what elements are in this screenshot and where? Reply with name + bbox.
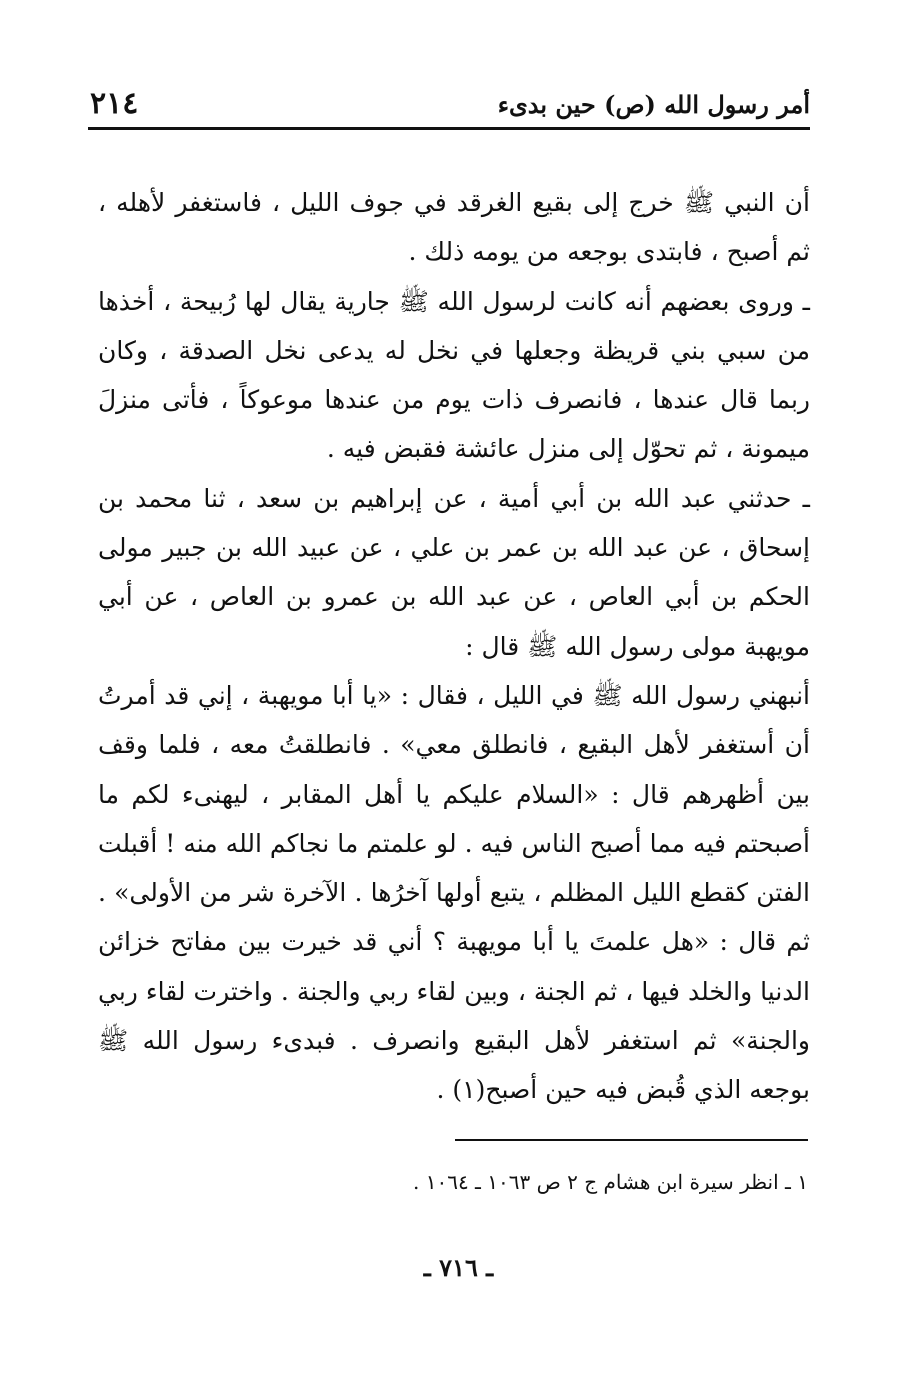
paragraph: أن النبي ﷺ خرج إلى بقيع الغرقد في جوف الليل ، فاستغفر لأهله ، ثم أصبح ، فابتدى بوجعه من يومه ذلك . [98,188,810,267]
header-page-number: ٢١٤ [90,86,139,121]
body-text [98,178,810,1115]
paragraph: ـ حدثني عبد الله بن أبي أمية ، عن إبراهيم بن سعد ، ثنا محمد بن إسحاق ، عن عبد الله بن عمر بن علي ، عن عبيد الله بن جبير مولى الحكم بن أبي العاص ، عن عبد الله بن عمرو بن العاص ، عن أبي مويهبة مولى رسول الله ﷺ قال : [98,483,810,661]
footnote: ١ ـ انظر سيرة ابن هشام ج ٢ ص ١٠٦٣ ـ ١٠٦٤ . [413,1170,808,1194]
header-title: أمر رسول الله (ص) حين بدىء [497,90,810,119]
footnote-rule [455,1139,808,1141]
paragraph: أنبهني رسول الله ﷺ في الليل ، فقال : «يا أبا مويهبة ، إني قد أمرتُ أن أستغفر لأهل البقيع ، فانطلق معي» . فانطلقتُ معه ، فلما وقف بين أظهرهم قال : «السلام عليكم يا أهل المقابر ، ليهنىء لكم ما أصبحتم فيه مما أصبح الناس فيه . لو علمتم ما نجاكم الله منه ! أقبلت الفتن كقطع الليل المظلم ، يتبع أولها آخرُها . الآخرة شر من الأولى» . ثم قال : «هل علمتَ يا أبا مويهبة ؟ أني قد خيرت بين مفاتح خزائن الدنيا والخلد فيها ، ثم الجنة ، وبين لقاء ربي والجنة . واخترت لقاء ربي والجنة» ثم استغفر لأهل البقيع وانصرف . فبدىء رسول الله ﷺ بوجعه الذي قُبض فيه حين أصبح(١) . [98,680,810,1105]
paragraph: ـ وروى بعضهم أنه كانت لرسول الله ﷺ جارية يقال لها رُبيحة ، أخذها من سبي بني قريظة وجعلها في نخل له يدعى نخل الصدقة ، وكان ربما قال عندها ، فانصرف ذات يوم من عندها موعوكاً ، فأتى منزلَ ميمونة ، ثم تحوّل إلى منزل عائشة فقبض فيه . [98,286,810,464]
footer-page-number: ـ ٧١٦ ـ [423,1253,494,1282]
header-rule [88,127,810,130]
running-header [90,86,810,126]
